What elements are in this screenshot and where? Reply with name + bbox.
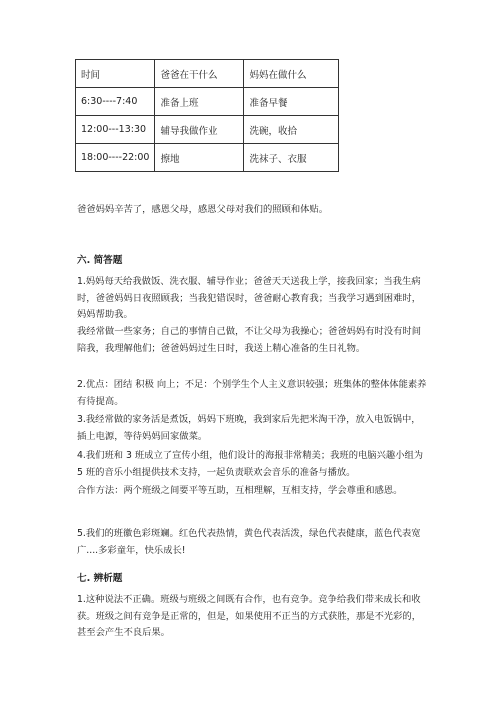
table-cell: 12:00---13:30 [76,116,155,144]
table-cell: 时间 [76,60,155,88]
table-cell: 爸爸在干什么 [155,60,244,88]
table-cell: 洗袜子、衣服 [244,144,339,172]
table-summary-text: 爸爸妈妈辛苦了，感恩父母，感恩父母对我们的照顾和体贴。 [77,204,329,215]
answer-6-1-part-b: 我经常做一些家务；自己的事情自己做，不让父母为我操心；爸爸妈妈有时没有时间陪我，我理解他们；爸爸妈妈过生日时，我送上精心准备的生日礼物。 [77,326,421,354]
section-7-heading: 七. 辨析题 [77,573,123,584]
answer-7-1: 1.这种说法不正确。班级与班级之间既有合作，也有竞争。竞争给我们带来成长和收获。班级之间有竞争是正常的，但是，如果使用不正当的方式获胜，那是不光彩的，甚至会产生不良后果。 [77,594,421,638]
table-cell: 准备上班 [155,88,244,116]
table-cell: 辅导我做作业 [155,116,244,144]
table-row [76,116,339,144]
schedule-table [75,59,339,172]
table-cell: 6:30----7:40 [76,88,155,116]
section-6-heading: 六. 简答题 [77,255,123,266]
answer-6-3: 3.我经常做的家务活是煮饭，妈妈下班晚，我到家后先把米淘干净，放入电饭锅中，插上电源，等待妈妈回家做菜。 [77,414,421,442]
table-row [76,60,339,88]
answer-6-4-method: 合作方法：两个班级之间要平等互助，互相理解，互相支持，学会尊重和感恩。 [77,485,403,496]
table-cell: 18:00----22:00 [76,144,155,172]
answer-6-4: 4.我们班和 3 班成立了宣传小组，他们设计的海报非常精美；我班的电脑兴趣小组为 5 班的音乐小组提供技术支持，一起负责联欢会音乐的准备与播放。 [77,450,424,478]
answer-6-2: 2.优点：团结 积极 向上；不足：个别学生个人主义意识较强；班集体的整体体能素养有待提高。 [77,379,427,407]
table-cell: 擦地 [155,144,244,172]
table-cell: 洗碗，收拾 [244,116,339,144]
table-cell: 准备早餐 [244,88,339,116]
table-row [76,88,339,116]
answer-6-5: 5.我们的班徽色彩斑斓。红色代表热情，黄色代表活泼，绿色代表健康，蓝色代表宽广....多彩童年，快乐成长! [77,528,421,556]
table-row [76,144,339,172]
table-cell: 妈妈在做什么 [244,60,339,88]
answer-6-1-part-a: 1.妈妈每天给我做饭、洗衣服、辅导作业；爸爸天天送我上学，接我回家；当我生病时，爸爸妈妈日夜照顾我；当我犯错误时，爸爸耐心教育我；当我学习遇到困难时，妈妈帮助我。 [77,276,421,320]
